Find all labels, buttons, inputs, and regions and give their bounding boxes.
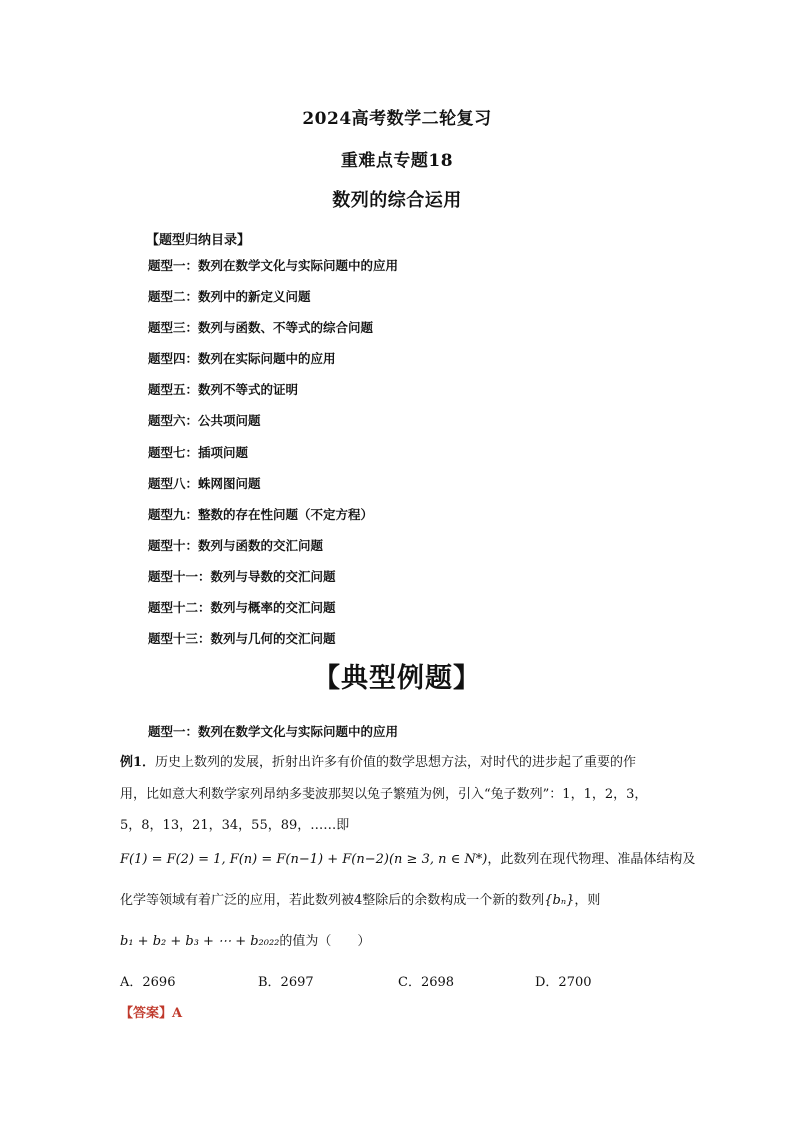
toc-item: 题型一：数列在数学文化与实际问题中的应用 xyxy=(148,258,399,273)
example-line xyxy=(120,934,680,950)
toc-item: 题型三：数列与函数、不等式的综合问题 xyxy=(148,320,374,336)
toc-item: 题型十一：数列与导数的交汇问题 xyxy=(148,568,336,584)
recurrence-formula: F(1) = F(2) = 1, F(n) = F(n−1) + F(n−2)(n ≥ 3, n ∈ N*) xyxy=(120,852,488,867)
question-type-heading: 题型一：数列在数学文化与实际问题中的应用 xyxy=(148,724,399,739)
example-text: 的值为（ ） xyxy=(279,934,371,949)
example-label: 例1． xyxy=(120,755,156,770)
doc-title: 2024高考数学二轮复习 xyxy=(302,109,492,129)
toc-item: 题型十：数列与函数的交汇问题 xyxy=(148,537,324,553)
example-text: ，则 xyxy=(574,893,601,908)
example-text: ，此数列在现代物理、准晶体结构及 xyxy=(487,852,696,867)
answer-value: A xyxy=(172,1006,183,1021)
sequence-symbol: {bₙ} xyxy=(544,893,575,908)
option-a: A．2696 xyxy=(120,975,176,990)
toc-heading: 【题型归纳目录】 xyxy=(146,233,251,248)
example-text: 历史上数列的发展，折射出许多有价值的数学思想方法，对时代的进步起了重要的作 xyxy=(155,755,637,770)
sum-expression: b₁ + b₂ + b₃ + ⋯ + b₂₀₂₂ xyxy=(120,934,280,949)
section-heading: 【典型例题】 xyxy=(313,663,481,694)
example-line: 用，比如意大利数学家列昂纳多斐波那契以兔子繁殖为例，引入“兔子数列”：1，1，2，3， xyxy=(120,787,648,802)
option-b: B．2697 xyxy=(258,975,314,990)
option-c: C．2698 xyxy=(398,975,455,990)
example-text: 化学等领域有着广泛的应用，若此数列被4整除后的余数构成一个新的数列 xyxy=(120,893,545,908)
answer-line xyxy=(120,1002,182,1021)
example-line xyxy=(120,893,680,909)
toc-item: 题型八：蛛网图问题 xyxy=(148,475,261,491)
answer-label: 【答案】 xyxy=(120,1006,173,1021)
doc-topic: 数列的综合运用 xyxy=(332,190,462,211)
doc-subtitle: 重难点专题18 xyxy=(340,151,454,171)
example-line xyxy=(120,755,680,771)
answer-options xyxy=(120,971,720,989)
toc-item: 题型十二：数列与概率的交汇问题 xyxy=(148,600,336,616)
toc-item: 题型九：整数的存在性问题（不定方程） xyxy=(148,506,374,522)
option-d: D．2700 xyxy=(535,975,592,990)
toc-item: 题型四：数列在实际问题中的应用 xyxy=(148,351,336,367)
toc-item: 题型二：数列中的新定义问题 xyxy=(148,289,311,305)
toc-list xyxy=(148,258,398,662)
example-line: 5，8，13，21，34，55，89，……即 xyxy=(120,818,350,833)
toc-item: 题型五：数列不等式的证明 xyxy=(148,382,299,398)
toc-item: 题型七：插项问题 xyxy=(148,444,249,460)
toc-item: 题型六：公共项问题 xyxy=(148,413,261,429)
toc-item: 题型十三：数列与几何的交汇问题 xyxy=(148,631,336,647)
example-line xyxy=(120,852,696,868)
